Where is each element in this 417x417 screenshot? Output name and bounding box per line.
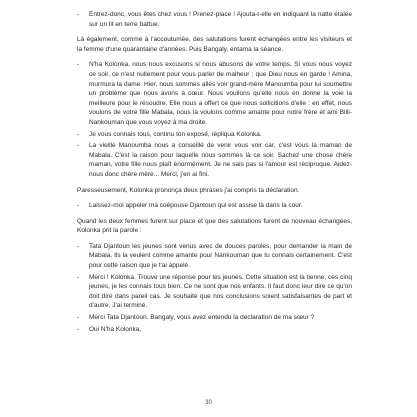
dialogue-text: Merci ! Kolonka. Trouve une réponse pour les jeunes. Cette situation est la tienne, ces cinq jeunes, je les connais tous bien. Ce ne sont que nos enfants. Il faut donc leur dire ce qu'on doit dire dans pareil cas. Je souhaite que nos conclusions soient satisfaisantes de part et d'autre. J'ai terminé. bbox=[89, 273, 352, 310]
dialogue-line bbox=[77, 273, 352, 311]
page-body bbox=[77, 10, 352, 336]
dialogue-dash: - bbox=[77, 61, 80, 69]
dialogue-text: Laissez-moi appeler ma coépouse Djantoun qui est assise là dans la cour. bbox=[89, 202, 303, 210]
dialogue-line bbox=[77, 130, 352, 140]
dialogue-dash: - bbox=[77, 242, 80, 250]
narrative-paragraph: Paresseusement, Kolonka prononça deux phrases j'ai compris ta déclaration. bbox=[77, 186, 300, 194]
dialogue-dash: - bbox=[77, 202, 80, 210]
dialogue-text: Oui N'ha Kolonka, bbox=[89, 325, 142, 333]
dialogue-text: Tata Djantoun les jeunes sont venus avec de douces paroles, pour demander la main de Mabala. Ils la veulent comme amante pour Nankouman que tu connais certainement. C'est pour cette raison que je t'ai appelé. bbox=[89, 242, 352, 270]
dialogue-line bbox=[77, 242, 352, 271]
dialogue-dash: - bbox=[77, 273, 80, 281]
dialogue-line bbox=[77, 10, 352, 29]
dialogue-line bbox=[77, 325, 352, 335]
narrative-paragraph: Là également, comme à l'accoutumée, des salutations furent échangées entre les visiteurs et la femme d'une quarantaine d'années. Puis Bangaly, entama la séance. bbox=[77, 36, 352, 53]
dialogue-dash: - bbox=[77, 325, 80, 333]
dialogue-dash: - bbox=[77, 142, 80, 150]
dialogue-line bbox=[77, 201, 352, 211]
dialogue-dash: - bbox=[77, 11, 80, 18]
dialogue-line bbox=[77, 60, 352, 127]
dialogue-text: Je vous connais tous, continu ton exposé, répliqua Kolonka. bbox=[89, 130, 262, 138]
dialogue-text: La vieille Manoumba nous a conseillé de venir vous voir car, c'est vous la maman de Mabala. C'est la raison pour laquelle nous sommes là ce soir. Sachez une chose chère maman, votre fille nous plaît énormément. Je ne sais pas si l'amour est réciproque. Aidez-nous donc chère mère... Merci, j'en ai fini. bbox=[89, 142, 352, 178]
dialogue-text: N'ha Kolonka, nous nous excusons si nous abusons de votre temps. Si vous nous voyez ce soir, ce n'est nullement pour vous parler de malheur ; que Dieu nous en garde ! Amina, murmura la dame. Hier, nous sommes allés voir grand-mère Manoumba pour lui soumettre un problème que nous avons à cœur. Nous voulions qu'elle nous en donne la voie la meilleure pour le résoudre. Elle nous a offert ce que nous sollicitions d'elle : en effet, nous voulons de votre fille Mabala, nous la voulons comme amante pour notre frère et ami Billi-Nankouman que vous voyez à ma droite. bbox=[89, 61, 352, 126]
narrative-paragraph: Quand les deux femmes furent sur place et que des salutations furent de nouveau échangées, Kolonka prit la parole : bbox=[77, 217, 352, 235]
page-number: 30 bbox=[205, 400, 212, 406]
dialogue-text: Merci Tata Djantoun. Bangaly, vous avez entendu la déclaration de ma sœur ? bbox=[89, 314, 315, 322]
dialogue-dash: - bbox=[77, 130, 80, 138]
dialogue-dash: - bbox=[77, 314, 80, 322]
dialogue-text: Entrez-donc, vous êtes chez vous ! Prenez-place ! Ajouta-t-elle en indiquant la natte étalée sur un lit en terre battue. bbox=[89, 11, 352, 28]
dialogue-line bbox=[77, 313, 352, 323]
dialogue-line bbox=[77, 141, 352, 179]
